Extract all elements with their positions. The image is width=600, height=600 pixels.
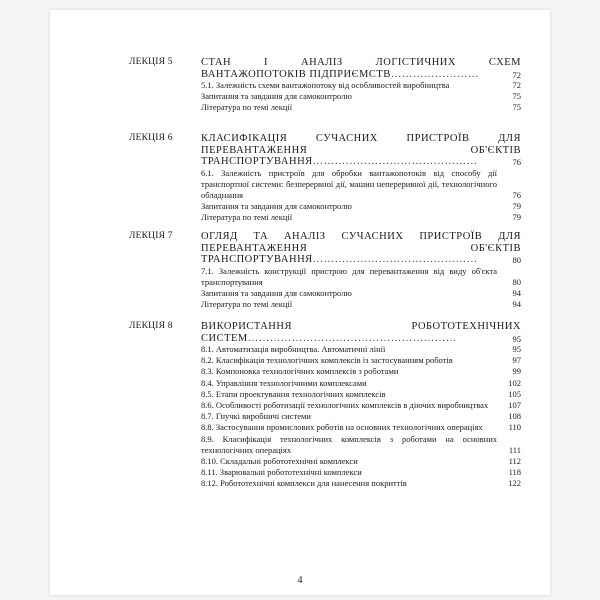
title-line: ТРАНСПОРТУВАННЯ xyxy=(201,156,313,167)
page-ref: 122 xyxy=(508,478,521,489)
page-number: 4 xyxy=(297,575,303,586)
toc-entry[interactable]: 8.3. Компоновка технологічних комплексів з роботами 99 xyxy=(201,366,521,377)
lecture-label: ЛЕКЦІЯ 7 xyxy=(129,231,173,241)
toc-entry[interactable]: Запитання та завдання для самоконтролю 94 xyxy=(201,287,521,298)
title-line: ПЕРЕВАНТАЖЕННЯ ОБ'ЄКТІВ xyxy=(201,242,521,254)
title-line: ОГЛЯД ТА АНАЛІЗ СУЧАСНИХ ПРИСТРОЇВ ДЛЯ xyxy=(201,231,521,242)
toc-entry[interactable]: 8.10. Складальні робототехнічні комплекси 112 xyxy=(201,456,521,467)
toc-entry[interactable]: 8.1. Автоматизація виробництва. Автоматичні лінії 95 xyxy=(201,344,521,354)
title-line: СИСТЕМ xyxy=(201,332,248,344)
title-line: ВАНТАЖОПОТОКІВ ПІДПРИЄМСТВ xyxy=(201,68,391,80)
lecture-label: ЛЕКЦІЯ 5 xyxy=(129,57,173,67)
page-ref: 76 xyxy=(512,189,521,200)
document-page xyxy=(50,10,550,595)
lecture-content xyxy=(201,133,521,224)
title-line: СТАН І АНАЛІЗ ЛОГІСТИЧНИХ СХЕМ xyxy=(201,57,521,68)
page-ref: 107 xyxy=(508,400,521,411)
toc-entry[interactable]: 6.1. Залежність пристроїв для обробки вантажопотоків від способу дії транспортної системи: безперервної дії, машин непереривної дії, технологічного обладнання 76 xyxy=(201,167,521,200)
page-ref: 95 xyxy=(512,344,521,354)
page-ref: 80 xyxy=(512,255,521,265)
lecture-content xyxy=(201,321,521,490)
page-ref: 94 xyxy=(512,299,521,310)
toc-entry[interactable]: 7.1. Залежність конструкції пристрою для перевантаження від виду об'єкта транспортування 80 xyxy=(201,265,521,287)
lecture-title: СТАН І АНАЛІЗ ЛОГІСТИЧНИХ СХЕМ ВАНТАЖОПОТОКІВ ПІДПРИЄМСТВ…………………… 72 xyxy=(201,57,521,80)
toc-entry[interactable]: 8.5. Етапи проектування технологічних комплексів 105 xyxy=(201,388,521,399)
toc-entry[interactable]: 5.1. Залежність схеми вантажопотоку від особливостей виробництва 72 xyxy=(201,80,521,90)
page-ref: 79 xyxy=(512,201,521,212)
lecture-label: ЛЕКЦІЯ 8 xyxy=(129,321,173,331)
toc-entry[interactable]: 8.6. Особливості роботизації технологічних комплексів в діючих виробництвах 107 xyxy=(201,400,521,411)
title-line: ВИКОРИСТАННЯ РОБОТОТЕХНІЧНИХ xyxy=(201,321,521,332)
lecture-title: ОГЛЯД ТА АНАЛІЗ СУЧАСНИХ ПРИСТРОЇВ ДЛЯ ПЕРЕВАНТАЖЕННЯ ОБ'ЄКТІВ ТРАНСПОРТУВАННЯ……………………………………… 80 xyxy=(201,231,521,265)
toc-entry[interactable]: 8.9. Класифікація технологічних комплексів з роботами на основних технологічних операціях 111 xyxy=(201,433,521,455)
toc-entry[interactable]: 8.7. Гнучкі виробничі системи 108 xyxy=(201,411,521,422)
page-ref: 118 xyxy=(508,467,521,478)
toc-entry[interactable]: 8.12. Робототехнічні комплекси для нанесення покриттів 122 xyxy=(201,478,521,489)
lecture-label: ЛЕКЦІЯ 6 xyxy=(129,133,173,143)
page-ref: 80 xyxy=(512,276,521,287)
lecture-content xyxy=(201,57,521,114)
page-ref: 72 xyxy=(512,80,521,90)
toc-entry[interactable]: Запитання та завдання для самоконтролю 75 xyxy=(201,91,521,102)
title-line: КЛАСИФІКАЦІЯ СУЧАСНИХ ПРИСТРОЇВ ДЛЯ xyxy=(201,133,521,144)
lecture-title: КЛАСИФІКАЦІЯ СУЧАСНИХ ПРИСТРОЇВ ДЛЯ ПЕРЕВАНТАЖЕННЯ ОБ'ЄКТІВ ТРАНСПОРТУВАННЯ……………………………………… 76 xyxy=(201,133,521,167)
page-ref: 75 xyxy=(512,91,521,102)
page-ref: 94 xyxy=(512,287,521,298)
page-ref: 95 xyxy=(512,333,521,344)
page-ref: 97 xyxy=(512,355,521,366)
page-ref: 75 xyxy=(512,102,521,113)
page-ref: 112 xyxy=(508,456,521,467)
toc-entry[interactable]: 8.4. Управління технологічними комплексами 102 xyxy=(201,377,521,388)
toc-entry[interactable]: Література по темі лекції 94 xyxy=(201,299,521,310)
toc-entry[interactable]: Література по темі лекції 79 xyxy=(201,212,521,223)
page-ref: 105 xyxy=(508,388,521,399)
lecture-title: ВИКОРИСТАННЯ РОБОТОТЕХНІЧНИХ СИСТЕМ………………………………………………… 95 xyxy=(201,321,521,344)
page-ref: 102 xyxy=(508,377,521,388)
title-line: ПЕРЕВАНТАЖЕННЯ ОБ'ЄКТІВ xyxy=(201,144,521,156)
toc-entry[interactable]: Література по темі лекції 75 xyxy=(201,102,521,113)
page-ref: 99 xyxy=(512,366,521,377)
page-ref: 108 xyxy=(508,411,521,422)
page-ref: 111 xyxy=(508,444,521,455)
lecture-content xyxy=(201,231,521,310)
toc-entry[interactable]: Запитання та завдання для самоконтролю 79 xyxy=(201,201,521,212)
page-ref: 110 xyxy=(508,422,521,433)
title-line: ТРАНСПОРТУВАННЯ xyxy=(201,254,313,265)
page-ref: 76 xyxy=(512,157,521,167)
toc-entry[interactable]: 8.8. Застосування промислових роботів на основних технологічних операціях 110 xyxy=(201,422,521,433)
page-ref: 72 xyxy=(512,69,521,80)
toc-entry[interactable]: 8.11. Зварювальні робототехнічні комплекси 118 xyxy=(201,467,521,478)
page-ref: 79 xyxy=(512,212,521,223)
toc-entry[interactable]: 8.2. Класифікація технологічних комплексів із застосуванням роботів 97 xyxy=(201,355,521,366)
